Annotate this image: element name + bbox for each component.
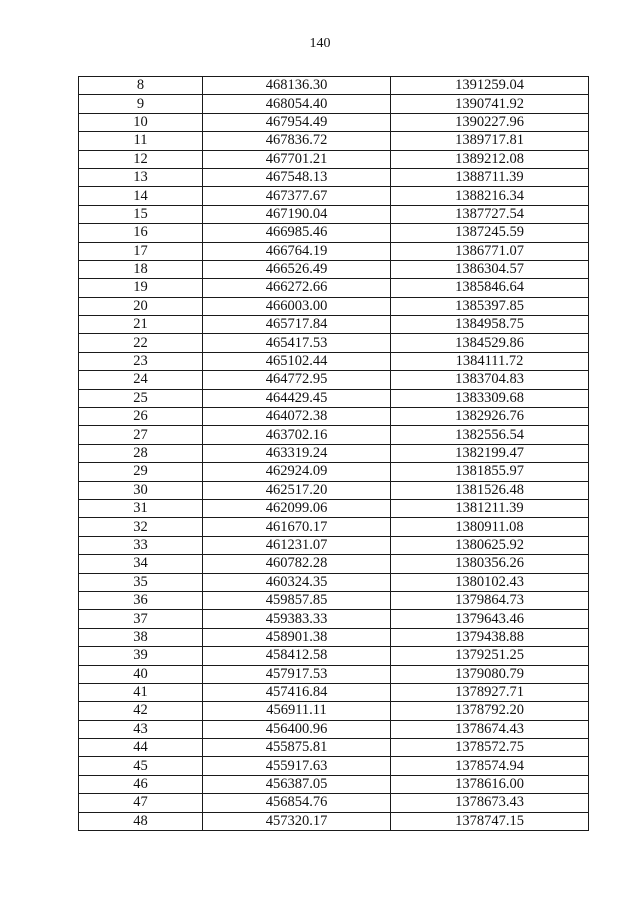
x-coordinate-cell: 462517.20	[203, 481, 391, 499]
table-row	[79, 316, 589, 334]
x-coordinate-cell: 467190.04	[203, 205, 391, 223]
x-coordinate-cell: 466526.49	[203, 260, 391, 278]
point-number-cell: 8	[79, 77, 203, 95]
x-coordinate-cell: 466003.00	[203, 297, 391, 315]
point-number-cell: 38	[79, 628, 203, 646]
x-coordinate-cell: 462924.09	[203, 463, 391, 481]
x-coordinate-cell: 463702.16	[203, 426, 391, 444]
x-coordinate-cell: 466764.19	[203, 242, 391, 260]
table-row	[79, 371, 589, 389]
table-row	[79, 279, 589, 297]
table-row	[79, 205, 589, 223]
x-coordinate-cell: 466985.46	[203, 224, 391, 242]
point-number-cell: 18	[79, 260, 203, 278]
y-coordinate-cell: 1390227.96	[391, 113, 589, 131]
x-coordinate-cell: 461670.17	[203, 518, 391, 536]
y-coordinate-cell: 1384111.72	[391, 352, 589, 370]
y-coordinate-cell: 1384529.86	[391, 334, 589, 352]
point-number-cell: 9	[79, 95, 203, 113]
table-row	[79, 665, 589, 683]
y-coordinate-cell: 1378572.75	[391, 739, 589, 757]
x-coordinate-cell: 467836.72	[203, 132, 391, 150]
point-number-cell: 15	[79, 205, 203, 223]
y-coordinate-cell: 1378792.20	[391, 702, 589, 720]
table-row	[79, 794, 589, 812]
point-number-cell: 21	[79, 316, 203, 334]
table-row	[79, 187, 589, 205]
point-number-cell: 37	[79, 610, 203, 628]
y-coordinate-cell: 1378673.43	[391, 794, 589, 812]
point-number-cell: 31	[79, 499, 203, 517]
table-row	[79, 77, 589, 95]
x-coordinate-cell: 465102.44	[203, 352, 391, 370]
x-coordinate-cell: 468136.30	[203, 77, 391, 95]
point-number-cell: 16	[79, 224, 203, 242]
y-coordinate-cell: 1387727.54	[391, 205, 589, 223]
point-number-cell: 44	[79, 739, 203, 757]
point-number-cell: 43	[79, 720, 203, 738]
y-coordinate-cell: 1381211.39	[391, 499, 589, 517]
table-body	[79, 77, 589, 831]
table-row	[79, 812, 589, 830]
table-row	[79, 168, 589, 186]
y-coordinate-cell: 1379643.46	[391, 610, 589, 628]
table-row	[79, 683, 589, 701]
point-number-cell: 17	[79, 242, 203, 260]
y-coordinate-cell: 1381526.48	[391, 481, 589, 499]
point-number-cell: 41	[79, 683, 203, 701]
point-number-cell: 28	[79, 444, 203, 462]
point-number-cell: 13	[79, 168, 203, 186]
x-coordinate-cell: 465417.53	[203, 334, 391, 352]
x-coordinate-cell: 458901.38	[203, 628, 391, 646]
y-coordinate-cell: 1382926.76	[391, 408, 589, 426]
point-number-cell: 40	[79, 665, 203, 683]
x-coordinate-cell: 460324.35	[203, 573, 391, 591]
point-number-cell: 48	[79, 812, 203, 830]
y-coordinate-cell: 1391259.04	[391, 77, 589, 95]
table-row	[79, 739, 589, 757]
x-coordinate-cell: 467954.49	[203, 113, 391, 131]
page-number: 140	[309, 36, 331, 51]
point-number-cell: 32	[79, 518, 203, 536]
y-coordinate-cell: 1383704.83	[391, 371, 589, 389]
x-coordinate-cell: 461231.07	[203, 536, 391, 554]
table-row	[79, 150, 589, 168]
x-coordinate-cell: 463319.24	[203, 444, 391, 462]
x-coordinate-cell: 467377.67	[203, 187, 391, 205]
y-coordinate-cell: 1388711.39	[391, 168, 589, 186]
y-coordinate-cell: 1386771.07	[391, 242, 589, 260]
y-coordinate-cell: 1389717.81	[391, 132, 589, 150]
point-number-cell: 29	[79, 463, 203, 481]
y-coordinate-cell: 1379251.25	[391, 647, 589, 665]
y-coordinate-cell: 1388216.34	[391, 187, 589, 205]
y-coordinate-cell: 1378674.43	[391, 720, 589, 738]
x-coordinate-cell: 462099.06	[203, 499, 391, 517]
y-coordinate-cell: 1390741.92	[391, 95, 589, 113]
y-coordinate-cell: 1381855.97	[391, 463, 589, 481]
table-row	[79, 775, 589, 793]
table-row	[79, 352, 589, 370]
table-row	[79, 610, 589, 628]
table-row	[79, 242, 589, 260]
table-row	[79, 334, 589, 352]
y-coordinate-cell: 1384958.75	[391, 316, 589, 334]
table-row	[79, 113, 589, 131]
point-number-cell: 12	[79, 150, 203, 168]
point-number-cell: 46	[79, 775, 203, 793]
x-coordinate-cell: 455917.63	[203, 757, 391, 775]
y-coordinate-cell: 1380356.26	[391, 555, 589, 573]
y-coordinate-cell: 1382556.54	[391, 426, 589, 444]
x-coordinate-cell: 460782.28	[203, 555, 391, 573]
table-row	[79, 444, 589, 462]
x-coordinate-cell: 456387.05	[203, 775, 391, 793]
table-row	[79, 647, 589, 665]
point-number-cell: 23	[79, 352, 203, 370]
point-number-cell: 26	[79, 408, 203, 426]
table-row	[79, 720, 589, 738]
table-row	[79, 132, 589, 150]
point-number-cell: 45	[79, 757, 203, 775]
y-coordinate-cell: 1382199.47	[391, 444, 589, 462]
x-coordinate-cell: 464429.45	[203, 389, 391, 407]
point-number-cell: 10	[79, 113, 203, 131]
x-coordinate-cell: 467701.21	[203, 150, 391, 168]
x-coordinate-cell: 456854.76	[203, 794, 391, 812]
table-row	[79, 628, 589, 646]
x-coordinate-cell: 457917.53	[203, 665, 391, 683]
table-row	[79, 297, 589, 315]
table-row	[79, 702, 589, 720]
x-coordinate-cell: 459857.85	[203, 591, 391, 609]
point-number-cell: 11	[79, 132, 203, 150]
y-coordinate-cell: 1378616.00	[391, 775, 589, 793]
x-coordinate-cell: 464072.38	[203, 408, 391, 426]
x-coordinate-cell: 456400.96	[203, 720, 391, 738]
x-coordinate-cell: 467548.13	[203, 168, 391, 186]
y-coordinate-cell: 1379080.79	[391, 665, 589, 683]
table-row	[79, 95, 589, 113]
y-coordinate-cell: 1383309.68	[391, 389, 589, 407]
y-coordinate-cell: 1378927.71	[391, 683, 589, 701]
point-number-cell: 34	[79, 555, 203, 573]
x-coordinate-cell: 459383.33	[203, 610, 391, 628]
point-number-cell: 36	[79, 591, 203, 609]
point-number-cell: 30	[79, 481, 203, 499]
point-number-cell: 47	[79, 794, 203, 812]
y-coordinate-cell: 1389212.08	[391, 150, 589, 168]
table-row	[79, 555, 589, 573]
x-coordinate-cell: 468054.40	[203, 95, 391, 113]
table-row	[79, 591, 589, 609]
point-number-cell: 19	[79, 279, 203, 297]
table-row	[79, 260, 589, 278]
table-row	[79, 224, 589, 242]
y-coordinate-cell: 1379438.88	[391, 628, 589, 646]
table-row	[79, 518, 589, 536]
point-number-cell: 25	[79, 389, 203, 407]
point-number-cell: 27	[79, 426, 203, 444]
x-coordinate-cell: 458412.58	[203, 647, 391, 665]
x-coordinate-cell: 466272.66	[203, 279, 391, 297]
y-coordinate-cell: 1387245.59	[391, 224, 589, 242]
point-number-cell: 33	[79, 536, 203, 554]
table-row	[79, 536, 589, 554]
coordinate-table	[78, 76, 589, 831]
point-number-cell: 39	[79, 647, 203, 665]
x-coordinate-cell: 457320.17	[203, 812, 391, 830]
y-coordinate-cell: 1378574.94	[391, 757, 589, 775]
y-coordinate-cell: 1379864.73	[391, 591, 589, 609]
table-row	[79, 757, 589, 775]
table-row	[79, 426, 589, 444]
point-number-cell: 14	[79, 187, 203, 205]
point-number-cell: 20	[79, 297, 203, 315]
point-number-cell: 22	[79, 334, 203, 352]
point-number-cell: 24	[79, 371, 203, 389]
table-row	[79, 573, 589, 591]
table-row	[79, 389, 589, 407]
y-coordinate-cell: 1385846.64	[391, 279, 589, 297]
y-coordinate-cell: 1378747.15	[391, 812, 589, 830]
y-coordinate-cell: 1385397.85	[391, 297, 589, 315]
x-coordinate-cell: 464772.95	[203, 371, 391, 389]
x-coordinate-cell: 456911.11	[203, 702, 391, 720]
y-coordinate-cell: 1380911.08	[391, 518, 589, 536]
table-row	[79, 408, 589, 426]
y-coordinate-cell: 1386304.57	[391, 260, 589, 278]
point-number-cell: 35	[79, 573, 203, 591]
table-row	[79, 481, 589, 499]
table-row	[79, 463, 589, 481]
y-coordinate-cell: 1380102.43	[391, 573, 589, 591]
y-coordinate-cell: 1380625.92	[391, 536, 589, 554]
point-number-cell: 42	[79, 702, 203, 720]
x-coordinate-cell: 455875.81	[203, 739, 391, 757]
x-coordinate-cell: 457416.84	[203, 683, 391, 701]
x-coordinate-cell: 465717.84	[203, 316, 391, 334]
table-row	[79, 499, 589, 517]
